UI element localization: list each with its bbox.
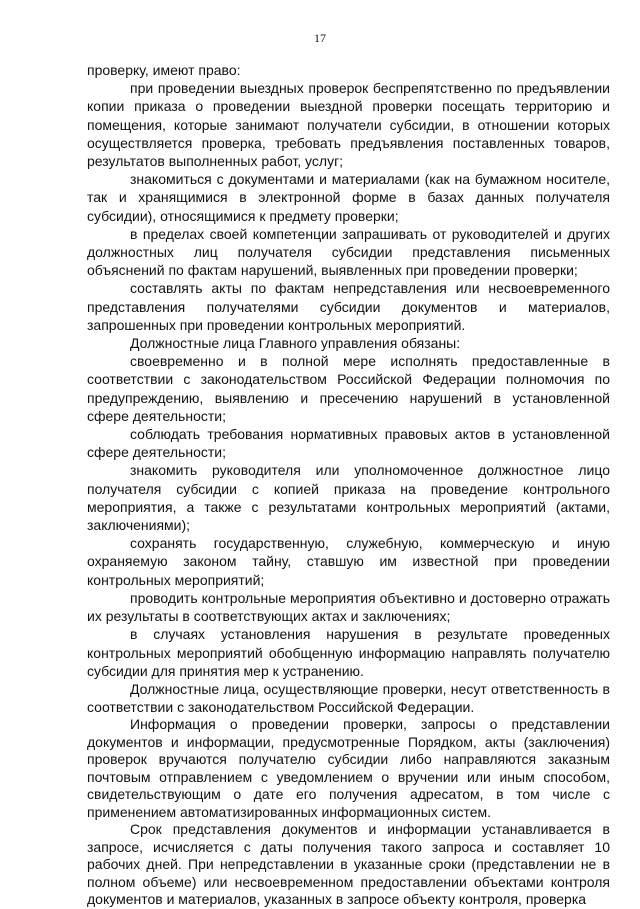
paragraph-delivery-of-documents: Информация о проведении проверки, запросы о представлении документов и информации, предусмотренные Порядком, акты (заключения) проверок вручаются получателю субсидии либо направляются заказным почтовым отправлением с уведомлением о вручении или иным способом, свидетельствующим о дате его получения адресатом, в том числе с применением автоматизированных информационных систем. <box>87 716 610 820</box>
page-number: 17 <box>314 31 326 45</box>
paragraph-duty-comply-regulations: соблюдать требования нормативных правовых актов в установленной сфере деятельности; <box>87 426 610 461</box>
paragraph-submission-deadline: Срок представления документов и информации устанавливается в запросе, исчисляется с даты получения такого запроса и составляет 10 рабочих дней. При непредставлении в указанные сроки (представлении не в полном объеме) или несвоевременном предоставлении объектами контроля документов и материалов, указанных в запросе объекту контроля, проверка <box>87 821 610 908</box>
paragraph-duty-acquaint: знакомить руководителя или уполномоченное должностное лицо получателя субсидии с копией приказа на проведение контрольного мероприятия, а также с результатами контрольных мероприятий (актами, заключениями); <box>87 462 610 534</box>
paragraph-duty-send-information: в случаях установления нарушения в результате проведенных контрольных мероприятий обобщенную информацию направлять получателю субсидии для принятия мер к устранению. <box>87 626 610 679</box>
paragraph-duty-exercise-powers: своевременно и в полной мере исполнять предоставленные в соответствии с законодательством Российской Федерации полномочия по предупреждению, выявлению и пресечению нарушений в установленной сфере деятельности; <box>87 353 610 424</box>
paragraph-duty-keep-secrets: сохранять государственную, служебную, коммерческую и иную охраняемую законом тайну, ставшую им известной при проведении контрольных мероприятий; <box>87 535 610 588</box>
paragraph-obligations-heading: Должностные лица Главного управления обязаны: <box>130 335 461 352</box>
paragraph-right-compose-acts: составлять акты по фактам непредставления или несвоевременного представления получателями субсидии документов и материалов, запрошенных при проведении контрольных мероприятий. <box>87 280 610 333</box>
paragraph-right-site-visits: при проведении выездных проверок беспрепятственно по предъявлении копии приказа о проведении выездной проверки посещать территорию и помещения, которые занимают получатели субсидии, в отношении которых осуществляется проверка, требовать предъявления поставленных товаров, результатов выполненных работ, услуг; <box>87 80 610 170</box>
document-body <box>87 61 610 909</box>
paragraph-duty-objective-conduct: проводить контрольные мероприятия объективно и достоверно отражать их результаты в соответствующих актах и заключениях; <box>87 589 610 625</box>
paragraph-right-review-documents: знакомиться с документами и материалами (как на бумажном носителе, так и хранящимися в электронной форме в базах данных получателя субсидии), относящимися к предмету проверки; <box>87 171 610 224</box>
paragraph-continuation: проверку, имеют право: <box>87 62 241 78</box>
paragraph-right-request-explanations: в пределах своей компетенции запрашивать от руководителей и других должностных лиц получателя субсидии представления письменных объяснений по фактам нарушений, выявленных при проведении проверки; <box>87 225 610 279</box>
paragraph-responsibility: Должностные лица, осуществляющие проверки, несут ответственность в соответствии с законодательством Российской Федерации. <box>87 680 610 716</box>
